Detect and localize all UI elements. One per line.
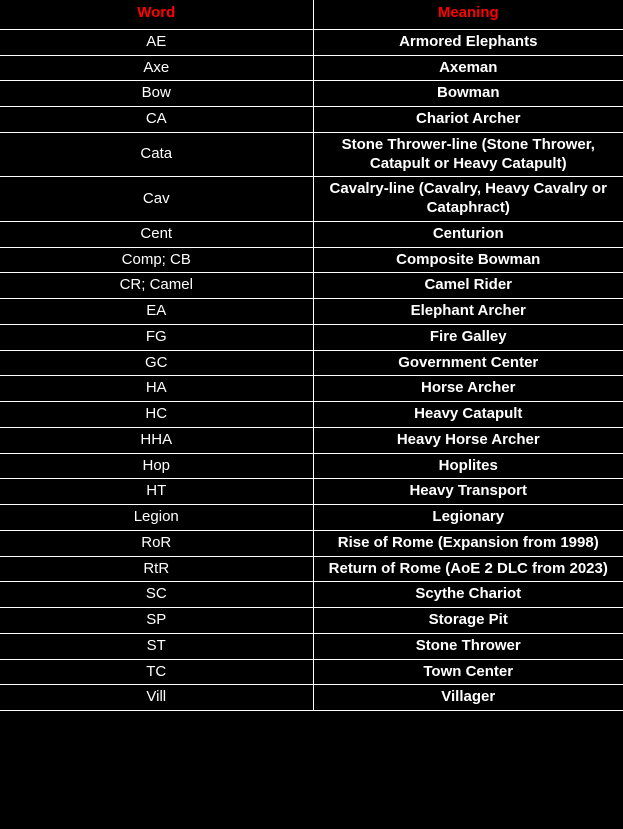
- table-row: [0, 402, 623, 428]
- table-row: [0, 376, 623, 402]
- cell-word: Comp; CB: [0, 247, 313, 273]
- cell-meaning: Government Center: [313, 350, 623, 376]
- cell-word: HHA: [0, 427, 313, 453]
- cell-word: SC: [0, 582, 313, 608]
- cell-word: Legion: [0, 505, 313, 531]
- cell-meaning: Cavalry-line (Cavalry, Heavy Cavalry or Cataphract): [313, 177, 623, 222]
- cell-word: EA: [0, 299, 313, 325]
- table-row: [0, 221, 623, 247]
- cell-meaning: Stone Thrower: [313, 633, 623, 659]
- cell-meaning: Villager: [313, 685, 623, 711]
- cell-word: Bow: [0, 81, 313, 107]
- cell-word: Cata: [0, 132, 313, 177]
- cell-word: GC: [0, 350, 313, 376]
- table-row: [0, 453, 623, 479]
- cell-word: FG: [0, 324, 313, 350]
- cell-word: Axe: [0, 55, 313, 81]
- table-row: [0, 55, 623, 81]
- cell-word: RoR: [0, 530, 313, 556]
- cell-word: Vill: [0, 685, 313, 711]
- cell-meaning: Storage Pit: [313, 608, 623, 634]
- table-row: [0, 324, 623, 350]
- cell-word: RtR: [0, 556, 313, 582]
- table-body: [0, 29, 623, 710]
- table-row: [0, 273, 623, 299]
- cell-meaning: Heavy Horse Archer: [313, 427, 623, 453]
- cell-word: HA: [0, 376, 313, 402]
- cell-word: Cav: [0, 177, 313, 222]
- cell-meaning: Armored Elephants: [313, 29, 623, 55]
- cell-word: Hop: [0, 453, 313, 479]
- column-header-word: Word: [0, 0, 313, 29]
- cell-meaning: Stone Thrower-line (Stone Thrower, Catapult or Heavy Catapult): [313, 132, 623, 177]
- cell-meaning: Rise of Rome (Expansion from 1998): [313, 530, 623, 556]
- table-row: [0, 530, 623, 556]
- table-row: [0, 81, 623, 107]
- cell-meaning: Fire Galley: [313, 324, 623, 350]
- cell-meaning: Scythe Chariot: [313, 582, 623, 608]
- table-header-row: [0, 0, 623, 29]
- cell-word: TC: [0, 659, 313, 685]
- cell-meaning: Elephant Archer: [313, 299, 623, 325]
- cell-word: CA: [0, 107, 313, 133]
- table-row: [0, 685, 623, 711]
- cell-meaning: Hoplites: [313, 453, 623, 479]
- table-row: [0, 177, 623, 222]
- cell-word: HT: [0, 479, 313, 505]
- cell-word: SP: [0, 608, 313, 634]
- cell-meaning: Chariot Archer: [313, 107, 623, 133]
- cell-meaning: Horse Archer: [313, 376, 623, 402]
- table-row: [0, 247, 623, 273]
- table-row: [0, 107, 623, 133]
- table-row: [0, 608, 623, 634]
- column-header-meaning: Meaning: [313, 0, 623, 29]
- table-row: [0, 582, 623, 608]
- table-row: [0, 633, 623, 659]
- cell-meaning: Camel Rider: [313, 273, 623, 299]
- cell-word: HC: [0, 402, 313, 428]
- table-row: [0, 299, 623, 325]
- cell-word: AE: [0, 29, 313, 55]
- table-header: [0, 0, 623, 29]
- cell-meaning: Centurion: [313, 221, 623, 247]
- cell-meaning: Composite Bowman: [313, 247, 623, 273]
- cell-meaning: Heavy Transport: [313, 479, 623, 505]
- table-row: [0, 427, 623, 453]
- cell-meaning: Town Center: [313, 659, 623, 685]
- table-row: [0, 132, 623, 177]
- table-row: [0, 659, 623, 685]
- cell-word: CR; Camel: [0, 273, 313, 299]
- cell-meaning: Bowman: [313, 81, 623, 107]
- table-row: [0, 479, 623, 505]
- cell-word: Cent: [0, 221, 313, 247]
- cell-meaning: Axeman: [313, 55, 623, 81]
- cell-meaning: Return of Rome (AoE 2 DLC from 2023): [313, 556, 623, 582]
- table-row: [0, 505, 623, 531]
- table-row: [0, 29, 623, 55]
- cell-meaning: Legionary: [313, 505, 623, 531]
- cell-meaning: Heavy Catapult: [313, 402, 623, 428]
- cell-word: ST: [0, 633, 313, 659]
- table-row: [0, 556, 623, 582]
- table-row: [0, 350, 623, 376]
